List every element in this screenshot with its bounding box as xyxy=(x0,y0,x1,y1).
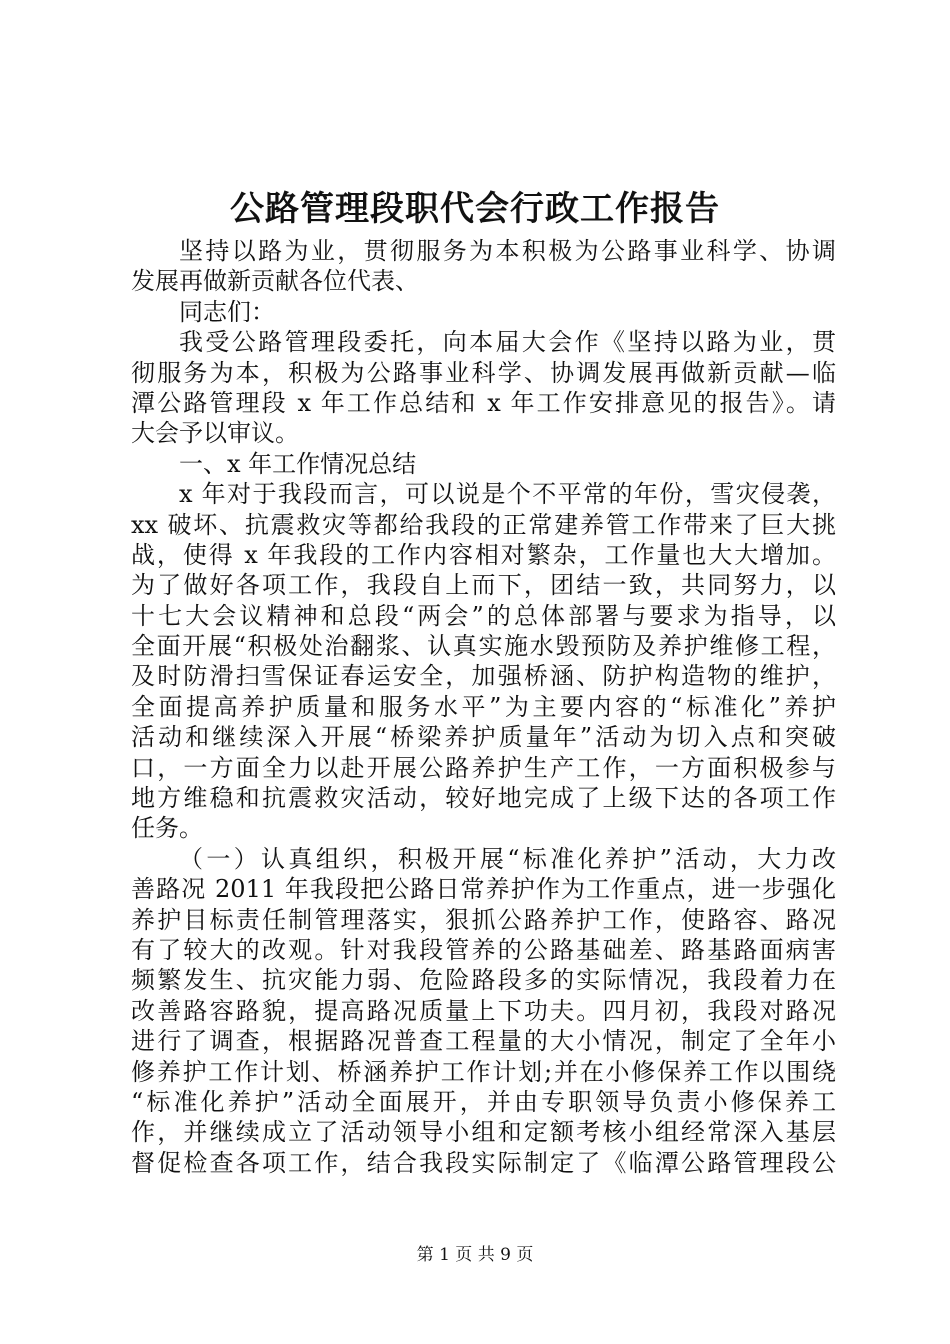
body-line: 任务。 xyxy=(131,814,203,843)
body-line: 为了做好各项工作，我段自上而下，团结一致，共同努力，以 xyxy=(131,571,836,600)
body-line: 有了较大的改观。针对我段管养的公路基础差、路基路面病害 xyxy=(131,935,836,964)
body-line: 战，使得 x 年我段的工作内容相对繁杂，工作量也大大增加。 xyxy=(131,540,836,569)
document-body xyxy=(131,236,836,1178)
body-line: 进行了调查，根据路况普查工程量的大小情况，制定了全年小 xyxy=(131,1027,836,1056)
body-line: 彻服务为本，积极为公路事业科学、协调发展再做新贡献—临 xyxy=(131,358,836,387)
page-footer: 第 1 页 共 9 页 xyxy=(416,1245,534,1265)
body-line: 潭公路管理段 x 年工作总结和 x 年工作安排意见的报告》。请 xyxy=(131,388,836,417)
body-line: “标准化养护”活动全面展开，并由专职领导负责小修保养工 xyxy=(131,1087,836,1116)
body-line: 我受公路管理段委托，向本届大会作《坚持以路为业，贯 xyxy=(179,328,836,357)
body-line: 修养护工作计划、桥涵养护工作计划;并在小修保养工作以围绕 xyxy=(131,1057,836,1086)
body-line: 频繁发生、抗灾能力弱、危险路段多的实际情况，我段着力在 xyxy=(131,966,836,995)
body-line: 地方维稳和抗震救灾活动，较好地完成了上级下达的各项工作 xyxy=(131,784,836,813)
body-line: 同志们： xyxy=(179,297,275,326)
body-line: 及时防滑扫雪保证春运安全，加强桥涵、防护构造物的维护， xyxy=(131,662,836,691)
body-line: 督促检查各项工作，结合我段实际制定了《临潭公路管理段公 xyxy=(131,1148,836,1177)
document-title: 公路管理段职代会行政工作报告 xyxy=(230,189,720,229)
body-line: 养护目标责任制管理落实，狠抓公路养护工作，使路容、路况 xyxy=(131,905,836,934)
body-line: 善路况 2011 年我段把公路日常养护作为工作重点，进一步强化 xyxy=(131,875,836,904)
body-line: 活动和继续深入开展“桥梁养护质量年”活动为切入点和突破 xyxy=(131,723,836,752)
body-line: 全面开展“积极处治翻浆、认真实施水毁预防及养护维修工程， xyxy=(131,632,836,661)
body-line: 坚持以路为业，贯彻服务为本积极为公路事业科学、协调 xyxy=(179,237,836,265)
body-line: xx 破坏、抗震救灾等都给我段的正常建养管工作带来了巨大挑 xyxy=(131,510,836,539)
body-line: x 年对于我段而言，可以说是个不平常的年份，雪灾侵袭， xyxy=(179,480,836,509)
body-line: 改善路容路貌，提高路况质量上下功夫。四月初，我段对路况 xyxy=(131,996,836,1025)
body-line: （一）认真组织，积极开展“标准化养护”活动，大力改 xyxy=(179,844,836,873)
body-line: 十七大会议精神和总段“两会”的总体部署与要求为指导，以 xyxy=(131,601,836,630)
body-line: 一、x 年工作情况总结 xyxy=(179,449,417,478)
body-line: 大会予以审议。 xyxy=(131,419,299,448)
body-line: 口，一方面全力以赴开展公路养护生产工作，一方面积极参与 xyxy=(131,753,836,782)
body-line: 作，并继续成立了活动领导小组和定额考核小组经常深入基层 xyxy=(131,1118,836,1147)
body-line: 发展再做新贡献各位代表、 xyxy=(131,267,419,296)
body-line: 全面提高养护质量和服务水平”为主要内容的“标准化”养护 xyxy=(131,692,836,721)
